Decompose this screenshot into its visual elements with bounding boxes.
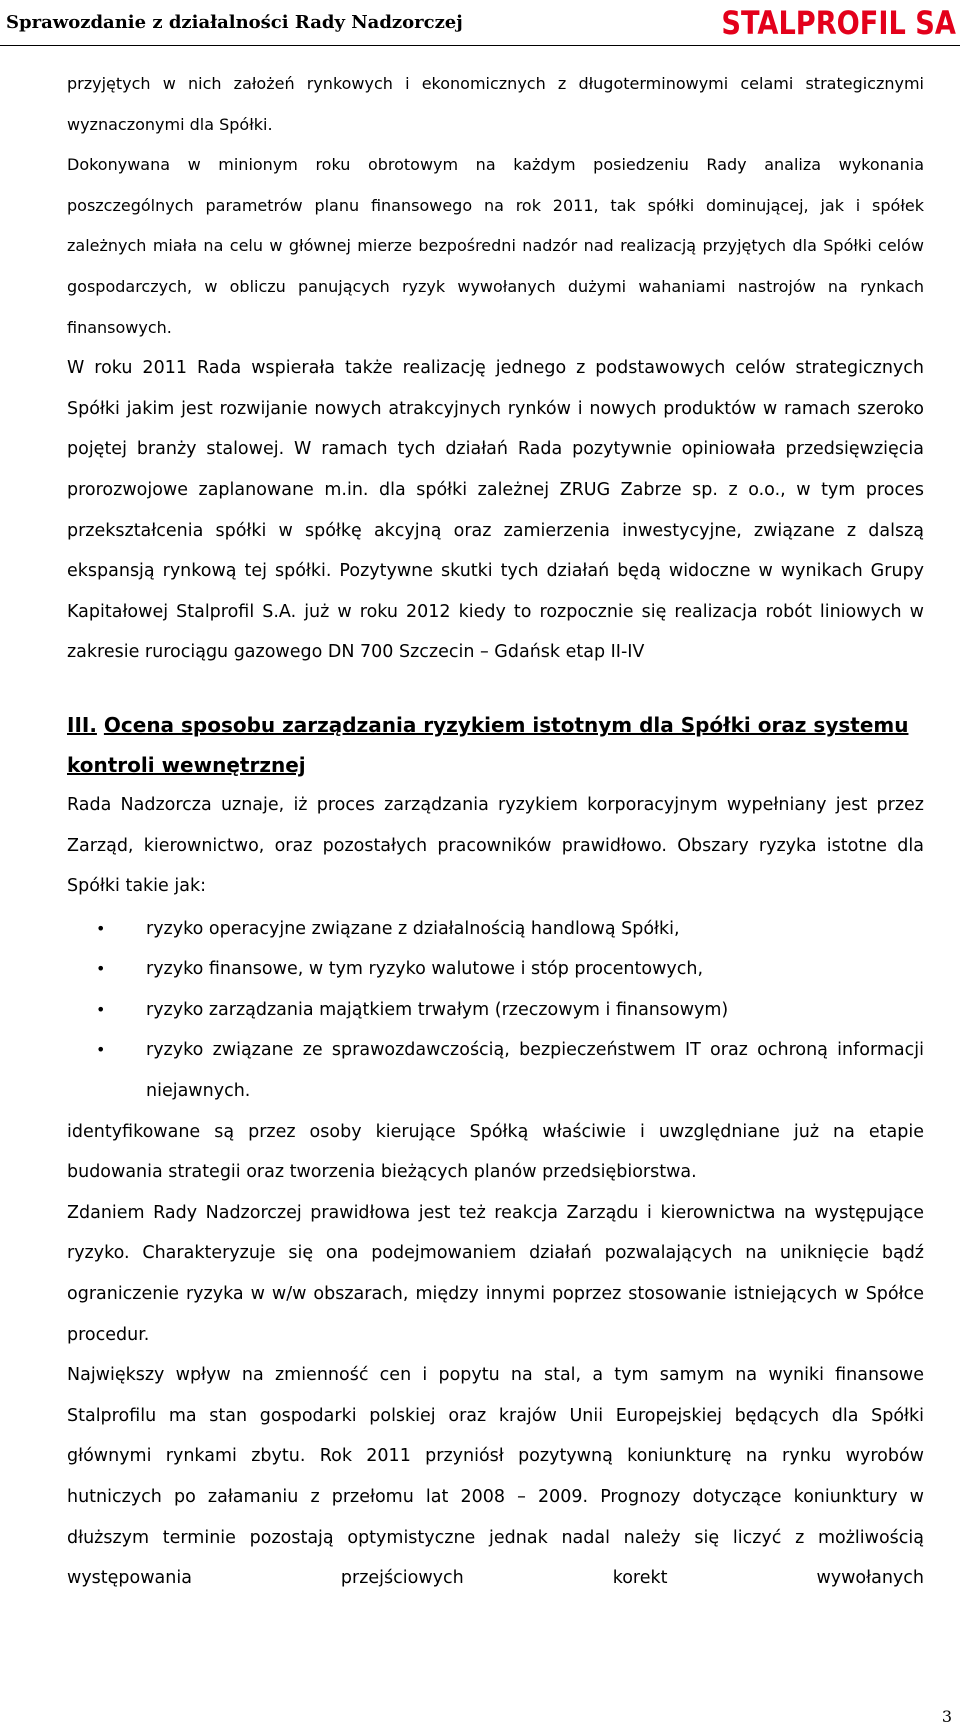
- document-header-title: Sprawozdanie z działalności Rady Nadzorczej: [6, 12, 463, 33]
- list-item: [67, 949, 924, 990]
- list-item-text: ryzyko zarządzania majątkiem trwałym (rzeczowym i finansowym): [146, 999, 729, 1020]
- section-heading: [67, 705, 924, 785]
- page-number: 3: [941, 1707, 952, 1726]
- section-heading-line-1: [67, 705, 924, 745]
- section-number: III.: [67, 712, 97, 737]
- page-content: [67, 64, 924, 1599]
- closing-paragraph-1: identyfikowane są przez osoby kierujące Spółką właściwie i uwzględniane już na etapie budowania strategii oraz tworzenia bieżących planów przedsiębiorstwa.: [67, 1121, 924, 1183]
- bullet-icon: •: [96, 999, 106, 1019]
- list-item-text: ryzyko związane ze sprawozdawczością, bezpieczeństwem IT oraz ochroną informacji niejawnych.: [146, 1040, 924, 1102]
- bullet-icon: •: [96, 918, 106, 938]
- closing-paragraph-2: Zdaniem Rady Nadzorczej prawidłowa jest też reakcja Zarządu i kierownictwa na występujące ryzyko. Charakteryzuje się ona podejmowaniem działań pozwalających na uniknięcie bądź ograniczenie ryzyka w w/w obszarach, między innymi poprzez stosowanie istniejących w Spółce procedur.: [67, 1202, 924, 1345]
- company-logo: STALPROFIL SA: [721, 4, 956, 42]
- list-item-text: ryzyko finansowe, w tym ryzyko walutowe i stóp procentowych,: [146, 959, 704, 980]
- bullet-icon: •: [96, 1040, 106, 1060]
- list-item: [67, 990, 924, 1031]
- section-title-line-2: kontroli wewnętrznej: [67, 752, 306, 777]
- paragraph-3: W roku 2011 Rada wspierała także realizację jednego z podstawowych celów strategicznych Spółki jakim jest rozwijanie nowych atrakcyjnych rynków i nowych produktów w ramach szeroko pojętej branży stalowej. W ramach tych działań Rada pozytywnie opiniowała przedsięwzięcia prorozwojowe zaplanowane m.in. dla spółki zależnej ZRUG Zabrze sp. z o.o., w tym proces przekształcenia spółki w spółkę akcyjną oraz zamierzenia inwestycyjne, związane z dalszą ekspansją rynkową tej spółki. Pozytywne skutki tych działań będą widoczne w wynikach Grupy Kapitałowej Stalprofil S.A. już w roku 2012 kiedy to rozpocznie się realizacja robót liniowych w zakresie rurociągu gazowego DN 700 Szczecin – Gdańsk etap II-IV: [67, 358, 924, 663]
- risk-list: [67, 909, 924, 1112]
- paragraph-1: przyjętych w nich założeń rynkowych i ekonomicznych z długoterminowymi celami strategicznymi wyznaczonymi dla Spółki.: [67, 74, 924, 134]
- list-item: [67, 1030, 924, 1111]
- closing-paragraph-3: Największy wpływ na zmienność cen i popytu na stal, a tym samym na wyniki finansowe Stalprofilu ma stan gospodarki polskiej oraz krajów Unii Europejskiej będących dla Spółki głównymi rynkami zbytu. Rok 2011 przyniósł pozytywną koniunkturę na rynku wyrobów hutniczych po załamaniu z przełomu lat 2008 – 2009. Prognozy dotyczące koniunktury w dłuższym terminie pozostają optymistyczne jednak nadal należy się liczyć z możliwością występowania przejściowych korekt wywołanych: [67, 1365, 924, 1589]
- list-item-text: ryzyko operacyjne związane z działalnością handlową Spółki,: [146, 918, 680, 939]
- bullet-icon: •: [96, 959, 106, 979]
- paragraph-2: Dokonywana w minionym roku obrotowym na każdym posiedzeniu Rady analiza wykonania poszczególnych parametrów planu finansowego na rok 2011, tak spółki dominującej, jak i spółek zależnych miała na celu w głównej mierze bezpośredni nadzór nad realizacją przyjętych dla Spółki celów gospodarczych, w obliczu panujących ryzyk wywołanych dużymi wahaniami nastrojów na rynkach finansowych.: [67, 155, 924, 337]
- list-item: [67, 909, 924, 950]
- section-title-line-1: Ocena sposobu zarządzania ryzykiem istotnym dla Spółki oraz systemu: [103, 712, 909, 737]
- intro-paragraph: Rada Nadzorcza uznaje, iż proces zarządzania ryzykiem korporacyjnym wypełniany jest przez Zarząd, kierownictwo, oraz pozostałych pracowników prawidłowo. Obszary ryzyka istotne dla Spółki takie jak:: [67, 794, 924, 897]
- header-divider: [0, 45, 960, 46]
